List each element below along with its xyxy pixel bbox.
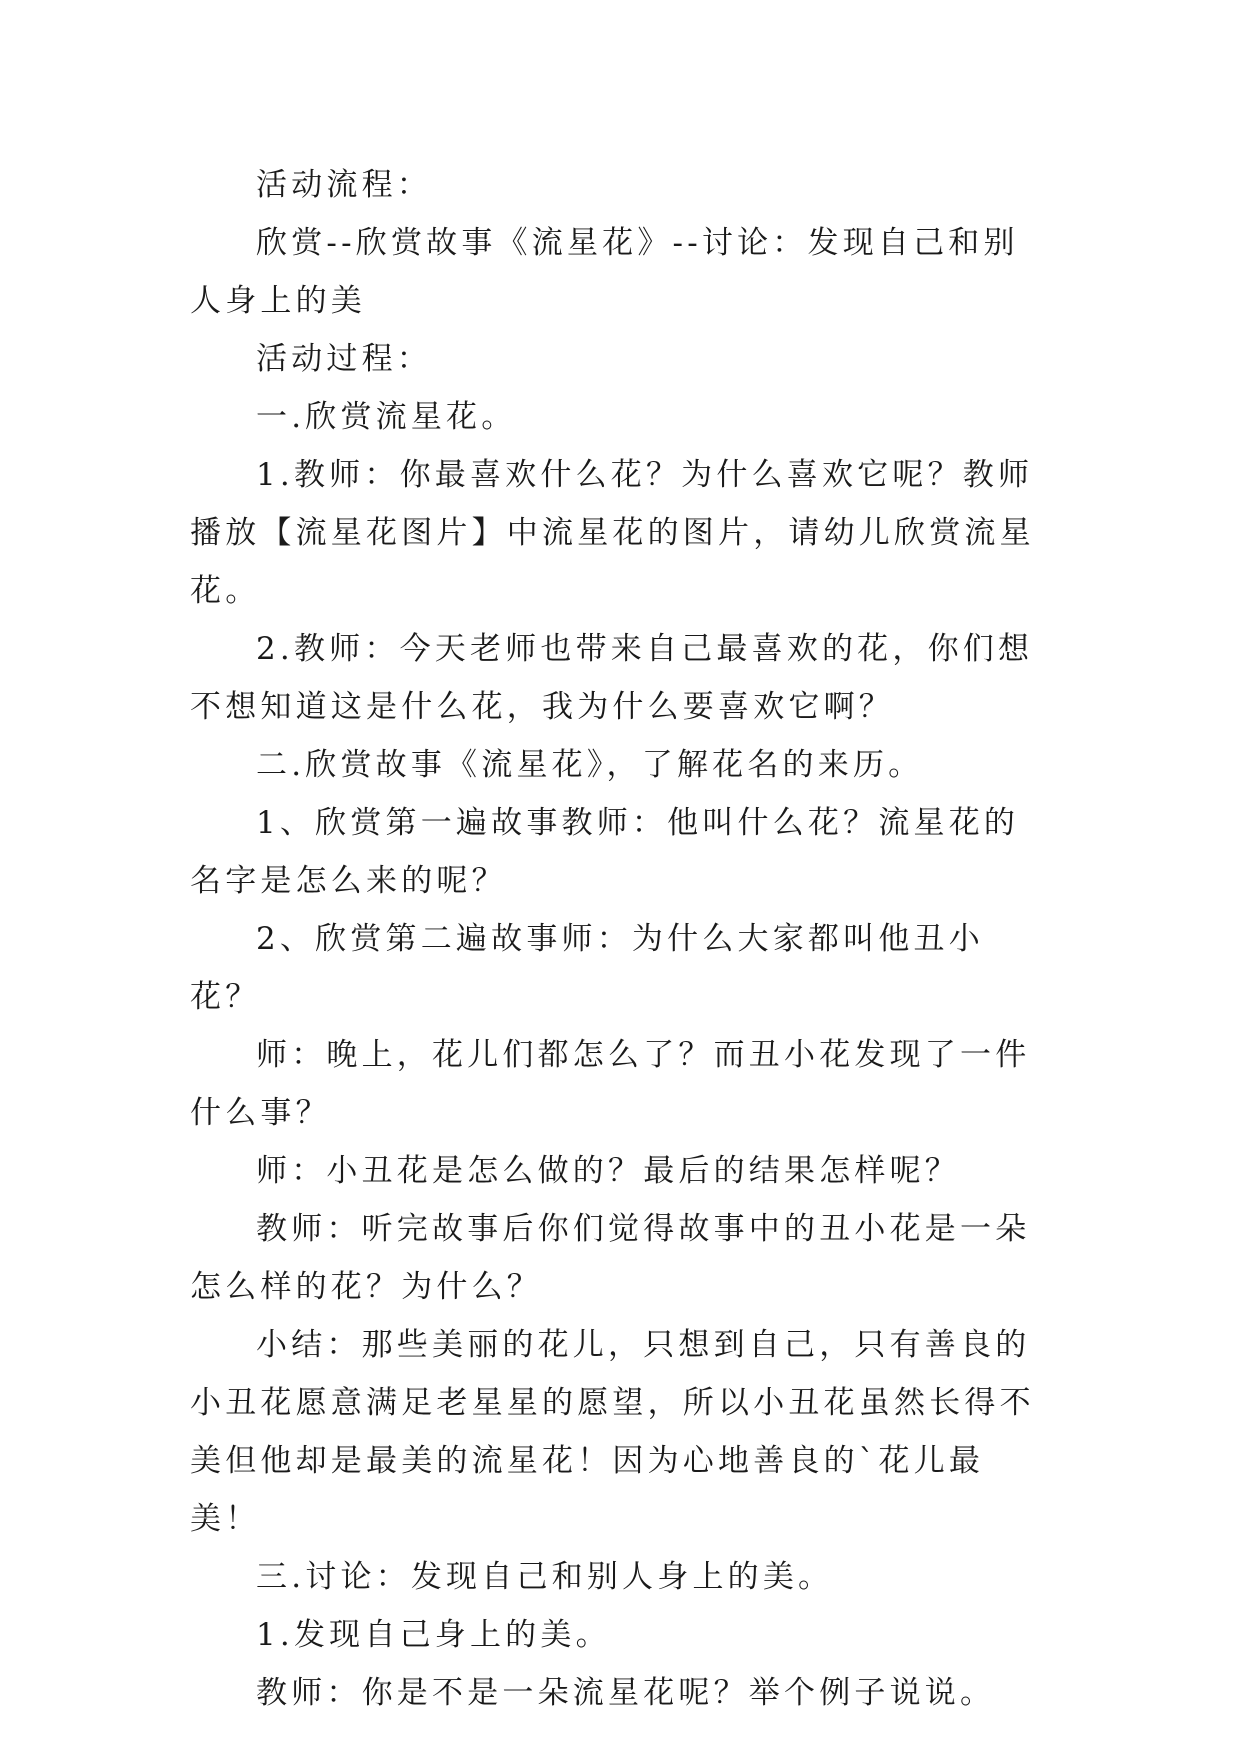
- paragraph-step-1-1: 1.教师：你最喜欢什么花？为什么喜欢它呢？教师播放【流星花图片】中流星花的图片，请幼儿欣赏流星花。: [190, 457, 1035, 609]
- section-heading-1: 一.欣赏流星花。: [256, 399, 517, 435]
- paragraph-teacher-question-4: 教师：你是不是一朵流星花呢？举个例子说说。: [256, 1675, 996, 1711]
- section-heading-2: 二.欣赏故事《流星花》，了解花名的来历。: [256, 747, 924, 783]
- paragraph-teacher-question-1: 师：晚上，花儿们都怎么了？而丑小花发现了一件什么事？: [190, 1037, 1031, 1131]
- paragraph-step-2-2: 2、欣赏第二遍故事师：为什么大家都叫他丑小花？: [190, 921, 984, 1015]
- paragraph-activity-flow-heading: 活动流程：: [256, 167, 432, 203]
- paragraph-step-3-1: 1.发现自己身上的美。: [256, 1617, 611, 1653]
- paragraph-teacher-question-2: 师：小丑花是怎么做的？最后的结果怎样呢？: [256, 1153, 960, 1189]
- section-heading-3: 三.讨论：发现自己和别人身上的美。: [256, 1559, 834, 1595]
- paragraph-step-2-1: 1、欣赏第一遍故事教师：他叫什么花？流星花的名字是怎么来的呢？: [190, 805, 1020, 899]
- paragraph-activity-process-heading: 活动过程：: [256, 341, 432, 377]
- document-body: [190, 156, 1050, 1722]
- paragraph-step-1-2: 2.教师：今天老师也带来自己最喜欢的花，你们想不想知道这是什么花，我为什么要喜欢它啊？: [190, 631, 1034, 725]
- paragraph-activity-flow: 欣赏--欣赏故事《流星花》--讨论：发现自己和别人身上的美: [190, 225, 1019, 319]
- paragraph-teacher-question-3: 教师：听完故事后你们觉得故事中的丑小花是一朵怎么样的花？为什么？: [190, 1211, 1031, 1305]
- paragraph-summary: 小结：那些美丽的花儿，只想到自己，只有善良的小丑花愿意满足老星星的愿望，所以小丑花虽然长得不美但他却是最美的流星花！因为心地善良的`花儿最美！: [190, 1327, 1035, 1537]
